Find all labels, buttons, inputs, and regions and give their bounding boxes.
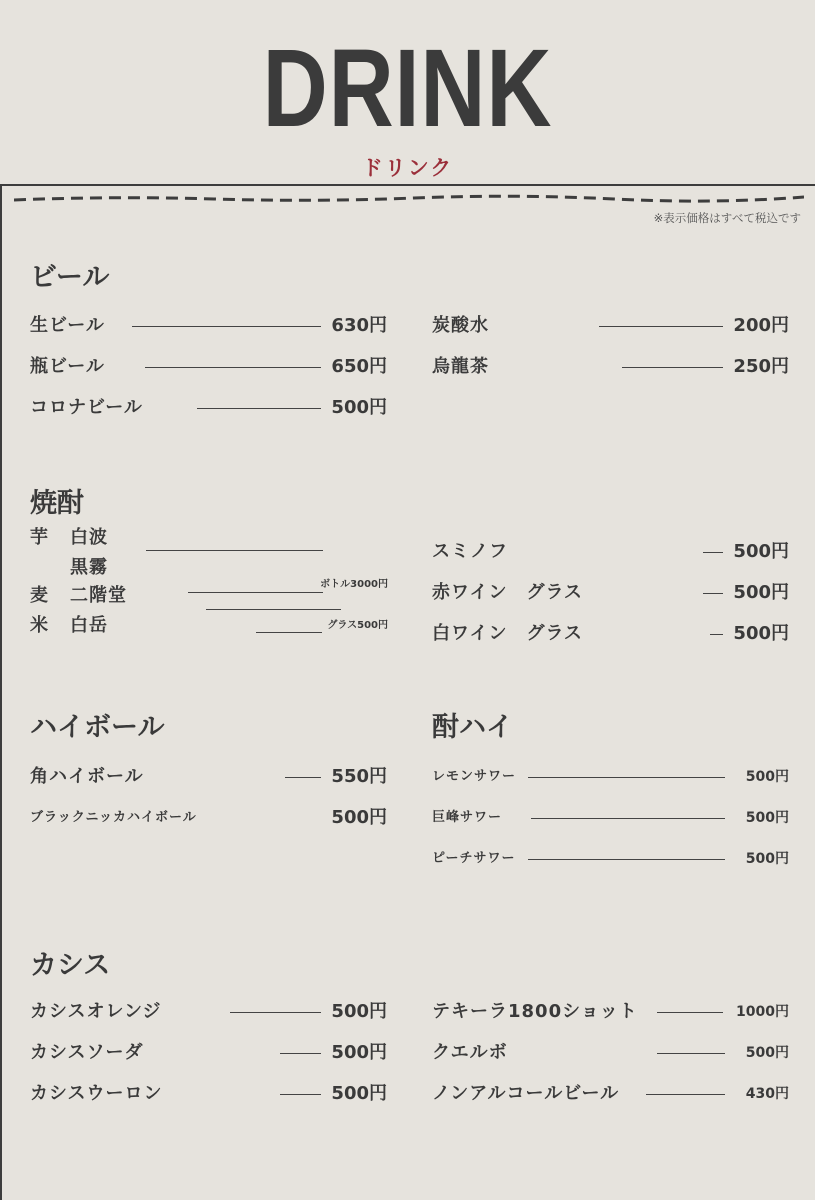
item-price: 650円 xyxy=(331,356,387,377)
menu-item xyxy=(432,581,789,605)
item-name: ピーチサワー xyxy=(432,851,516,866)
item-name: 烏龍茶 xyxy=(432,356,489,377)
item-name: 瓶ビール xyxy=(30,356,105,377)
leader-line xyxy=(188,592,323,593)
menu-item xyxy=(30,765,387,789)
item-name: ノンアルコールビール xyxy=(432,1083,620,1104)
item-name: クエルボ xyxy=(432,1042,508,1063)
item-price: 500円 xyxy=(331,1083,387,1104)
frame-left-border xyxy=(0,184,2,1200)
leader-line xyxy=(145,367,321,368)
frame-top-border xyxy=(0,184,815,186)
leader-line xyxy=(528,777,725,778)
item-name: 角ハイボール xyxy=(30,766,144,787)
item-name: カシスオレンジ xyxy=(30,1001,162,1022)
section-title-highball: ハイボール xyxy=(30,712,165,743)
item-price: 500円 xyxy=(331,1001,387,1022)
bottle-price: ボトル3000円 xyxy=(320,579,388,590)
shochu-shiranami: 白波 xyxy=(70,527,108,548)
page-title: DRINK xyxy=(262,27,553,150)
menu-item xyxy=(432,622,789,646)
section-title-cassis: カシス xyxy=(30,950,111,981)
leader-line xyxy=(710,634,723,635)
item-price: 200円 xyxy=(733,315,789,336)
page-subtitle: ドリンク xyxy=(361,156,454,180)
leader-line xyxy=(622,367,723,368)
section-title-chuhai: 酎ハイ xyxy=(432,712,513,743)
shochu-hakutake: 白岳 xyxy=(70,615,108,636)
shochu-type-kome: 米 xyxy=(30,615,49,636)
menu-item xyxy=(432,1000,789,1024)
item-name: コロナビール xyxy=(30,397,143,418)
item-price: 550円 xyxy=(331,766,387,787)
shochu-type-mugi: 麦 xyxy=(30,585,49,606)
leader-line xyxy=(528,859,725,860)
item-name: レモンサワー xyxy=(432,769,517,784)
item-name: 白ワイン グラス xyxy=(432,623,583,644)
item-name: 生ビール xyxy=(30,315,105,336)
tax-note: ※表示価格はすべて税込です xyxy=(653,211,801,225)
dashed-divider xyxy=(14,190,804,210)
leader-line xyxy=(531,818,725,819)
leader-line xyxy=(256,632,322,633)
menu-item xyxy=(432,847,789,871)
section-title-shochu: 焼酎 xyxy=(30,488,84,519)
item-name: スミノフ xyxy=(432,541,508,562)
leader-line xyxy=(657,1012,723,1013)
menu-item xyxy=(432,355,789,379)
leader-line xyxy=(657,1053,725,1054)
menu-item xyxy=(432,806,789,830)
item-name: ブラックニッカハイボール xyxy=(30,810,197,825)
leader-line xyxy=(132,326,321,327)
leader-line xyxy=(146,550,323,551)
item-price: 500円 xyxy=(331,1042,387,1063)
leader-line xyxy=(230,1012,321,1013)
leader-line xyxy=(599,326,723,327)
glass-price: グラス500円 xyxy=(327,620,388,631)
shochu-type-imo: 芋 xyxy=(30,527,49,548)
item-price: 500円 xyxy=(733,582,789,603)
item-name: カシスソーダ xyxy=(30,1042,144,1063)
item-name: テキーラ1800ショット xyxy=(432,1001,638,1022)
item-price: 500円 xyxy=(745,810,789,826)
menu-item xyxy=(30,1082,387,1106)
leader-line xyxy=(703,552,723,553)
leader-line xyxy=(197,408,321,409)
item-price: 500円 xyxy=(733,623,789,644)
menu-item xyxy=(432,1041,789,1065)
leader-line xyxy=(646,1094,725,1095)
item-price: 630円 xyxy=(331,315,387,336)
item-price: 500円 xyxy=(733,541,789,562)
shochu-kurokirishima: 黒霧 xyxy=(70,557,108,578)
item-price: 500円 xyxy=(331,397,387,418)
leader-line xyxy=(206,609,341,610)
item-price: 250円 xyxy=(733,356,789,377)
menu-item xyxy=(30,314,387,338)
item-name: 炭酸水 xyxy=(432,315,489,336)
item-price: 500円 xyxy=(745,1045,789,1061)
item-price: 500円 xyxy=(745,769,789,785)
leader-line xyxy=(285,777,321,778)
menu-item xyxy=(30,1041,387,1065)
menu-item xyxy=(432,1082,789,1106)
leader-line xyxy=(280,1094,321,1095)
menu-item xyxy=(30,355,387,379)
section-title-beer: ビール xyxy=(30,262,110,293)
leader-line xyxy=(703,593,723,594)
menu-item xyxy=(30,396,387,420)
menu-item xyxy=(432,765,789,789)
shochu-nikaido: 二階堂 xyxy=(70,585,127,606)
menu-item xyxy=(30,806,387,830)
item-name: 赤ワイン グラス xyxy=(432,582,583,603)
item-name: 巨峰サワー xyxy=(432,810,503,825)
item-price: 500円 xyxy=(331,807,387,828)
item-price: 1000円 xyxy=(736,1004,789,1020)
menu-item xyxy=(432,540,789,564)
menu-item xyxy=(432,314,789,338)
menu-item xyxy=(30,1000,387,1024)
item-name: カシスウーロン xyxy=(30,1083,163,1104)
leader-line xyxy=(280,1053,321,1054)
item-price: 500円 xyxy=(745,851,789,867)
item-price: 430円 xyxy=(745,1086,789,1102)
